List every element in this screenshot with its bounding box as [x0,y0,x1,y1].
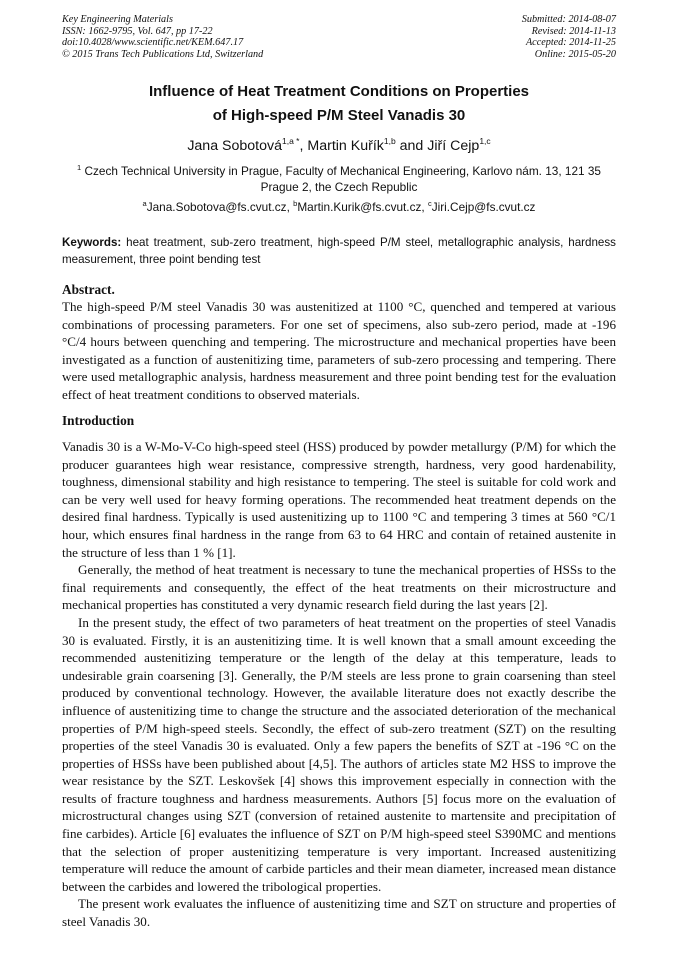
keywords-section [62,235,616,268]
author-emails: $^a$Jana.Sobotova@fs.cvut.cz, $^b$Martin.Kurik@fs.cvut.cz, $^c$Jiri.Cejp@fs.cvut.cz [142,199,536,214]
paragraph: Vanadis 30 is a W-Mo-V-Co high-speed steel (HSS) produced by powder metallurgy (P/M) for which the producer guarantees high wear resistance, compressive strength, hardness, very good hardenability, toughness, dimensional stability and high resistance to tempering. The steel is suitable for cold work and can be very well used for heavy forming operations. The recommended heat treatment depends on the desired final hardness. Typically is used austenitizing up to 1100 °C and tempering 3 times at 560 °C/1 hour, which ensures final hardness in the range from 63 to 64 HRC and contain of retained austenite in the structure of less than 1 % [1]. [62,439,616,560]
author-superscript: 1,b [383,136,396,146]
author-superscript: 1,a * [282,136,300,146]
issn-line: ISSN: 1662-9795, Vol. 647, pp 17-22 [62,25,213,37]
email-link[interactable]: Martin.Kurik@fs.cvut.cz [297,200,422,214]
revised-date: Revised: 2014-11-13 [531,25,616,37]
author-list [62,136,616,156]
copyright-line: © 2015 Trans Tech Publications Ltd, Switzerland [62,48,264,60]
introduction-heading: Introduction [62,413,135,428]
keywords-text: heat treatment, sub-zero treatment, high-speed P/M steel, metallographic analysis, hardness measurement, three point bending test [62,236,616,266]
submitted-date: Submitted: 2014-08-07 [521,14,616,25]
publication-dates [522,14,616,60]
paragraph: The present work evaluates the influence of austenitizing time and SZT on structure and properties of steel Vanadis 30. [62,896,616,930]
introduction-body [62,438,616,931]
paragraph: Generally, the method of heat treatment is necessary to tune the mechanical properties of HSSs to the final requirements and consequently, the effect of the heat treatments on their microstructure and mechanical properties has constituted a very dynamic research field during the last years [2]. [62,562,616,613]
online-date: Online: 2015-05-20 [534,48,616,60]
title-line-1: Influence of Heat Treatment Conditions on Properties [148,83,530,100]
journal-info [62,14,263,60]
email-superscript: c [427,199,432,208]
author-name: Jana Sobotová [187,138,282,154]
accepted-date: Accepted: 2014-11-25 [525,37,616,49]
doi-line: doi:10.4028/www.scientific.net/KEM.647.17 [62,37,244,49]
keywords-label: Keywords: [62,236,122,249]
email-link[interactable]: Jana.Sobotova@fs.cvut.cz [146,200,287,214]
affiliation-superscript: 1 [77,163,82,172]
title-line-2: of High-speed P/M Steel Vanadis 30 [212,107,466,124]
affiliation [62,163,616,195]
email-superscript: a [142,199,147,208]
author-superscript: 1,c [479,136,491,146]
paragraph: In the present study, the effect of two parameters of heat treatment on the properties of steel Vanadis 30 is evaluated. Firstly, it is an austenitizing time. It is well known that a small amount exceeding the recommended austenitizing temperature or the length of the delay at this temperature, leads to undesirable grain coarsening [3]. Generally, the P/M steels are less prone to grain coarsening than steel produced by conventional technology. However, the available literature does not exactly describe the influence of austenitizing time to change the structure and the associated deterioration of the mechanical properties of P/M high-speed steels. Secondly, the effect of sub-zero treatment (SZT) on the resulting properties of the steel Vanadis 30 is evaluated. Only a few papers the benefits of SZT at -196 °C on the properties of HSSs have been published about [4,5]. The authors of articles state M2 HSS to improve the wear resistance by the SZT. Leskovšek [4] shows this improvement especially in connection with the results of fracture toughness and hardness measurements. Authors [5] focus more on the evaluation of microstructural changes using SZT (conversion of retained austenite to martensite and precipitation of fine carbides). Article [6] evaluates the influence of SZT on P/M high-speed steel S390MC and mentions that the selection of proper austenitizing temperature is very important. Increased austenitizing temperature will reduce the amount of carbide particles and their mean diameter, increased mean distance between the carbides and lowered the tribological properties. [62,614,616,894]
email-superscript: b [293,199,298,208]
paper-title [62,80,616,128]
author-separator: , [299,138,308,154]
abstract-text: The high-speed P/M steel Vanadis 30 was austenitized at 1100 °C, quenched and tempered at various combinations of processing parameters. For one set of specimens, also sub-zero period, made at -196 °C/4 hours between quenching and tempering. The microstructure and mechanical properties have been investigated as a function of austenitizing time, parameters of sub-zero processing and tempering. There were used metallographic analysis, hardness measurement and three point bending test for the evaluation effect of heat treatment conditions to observed materials. [62,299,616,402]
affiliation-text: Czech Technical University in Prague, Faculty of Mechanical Engineering, Karlovo nám. 13, 121 35 Prague 2, the Czech Republic [84,164,601,194]
author-name: Jiří Cejp [427,138,480,154]
author-separator: and [395,138,428,154]
email-link[interactable]: Jiri.Cejp@fs.cvut.cz [431,200,536,214]
journal-name: Key Engineering Materials [62,14,173,25]
abstract-heading: Abstract. [62,282,115,297]
author-name: Martin Kuřík [307,138,384,154]
